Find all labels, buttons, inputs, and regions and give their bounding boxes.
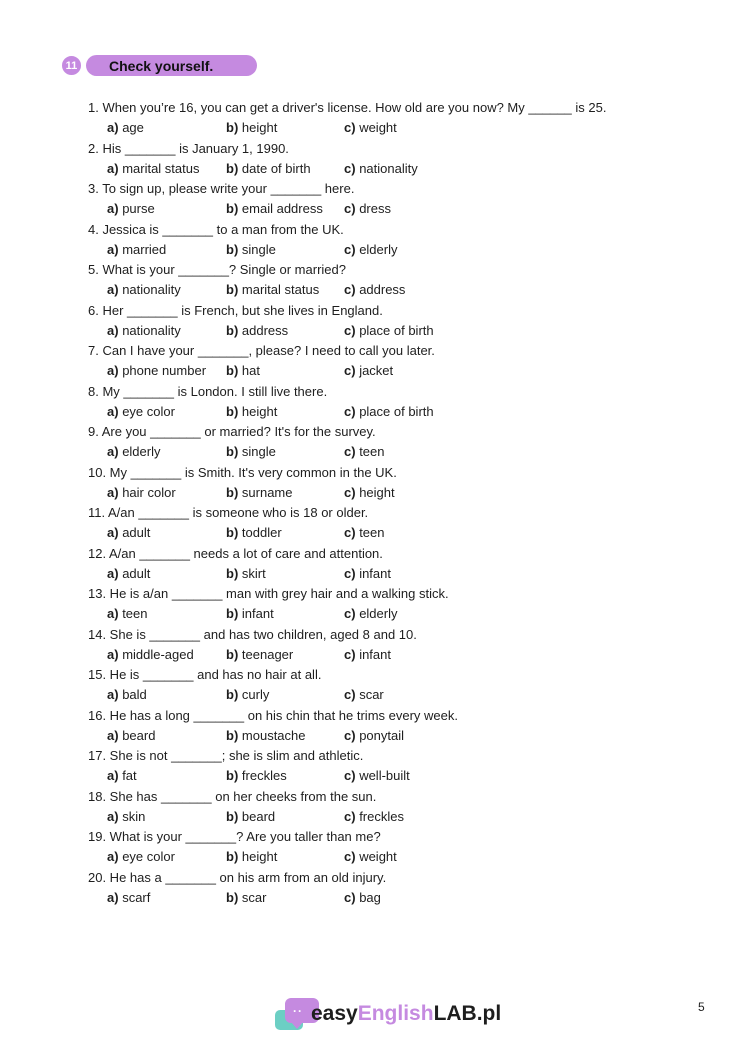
question-item <box>0 585 740 626</box>
option-a <box>107 889 150 907</box>
question-stem: 12. A/an _______ needs a lot of care and attention. <box>88 545 383 561</box>
question-item <box>0 666 740 707</box>
option-text: elderly <box>359 241 398 257</box>
option-b <box>226 524 282 542</box>
option-text: jacket <box>359 363 394 378</box>
question-stem: 20. He has a _______ on his arm from an old injury. <box>88 869 387 885</box>
option-letter: c) <box>344 768 356 783</box>
option-letter: c) <box>344 808 356 824</box>
logo-english: English <box>357 1002 434 1025</box>
question-stem: 3. To sign up, please write your _______ here. <box>88 181 355 196</box>
question-item <box>0 464 740 505</box>
option-text: purse <box>122 201 155 216</box>
option-text: date of birth <box>241 160 311 176</box>
brand-logo <box>275 998 515 1034</box>
option-c <box>344 727 404 745</box>
logo-easy: easy <box>311 1002 358 1025</box>
option-c <box>344 403 434 421</box>
option-letter: b) <box>226 565 239 581</box>
option-text: scar <box>241 889 267 905</box>
option-letter: c) <box>344 282 356 297</box>
question-item <box>0 828 740 869</box>
option-c <box>344 767 410 785</box>
option-a <box>107 524 150 542</box>
option-letter: c) <box>344 849 356 864</box>
question-item <box>0 99 740 140</box>
option-letter: b) <box>226 687 239 702</box>
question-stem: 6. Her _______ is French, but she lives in England. <box>88 302 383 318</box>
question-item <box>0 342 740 383</box>
option-text: middle-aged <box>122 646 194 662</box>
option-letter: a) <box>107 444 119 459</box>
option-letter: c) <box>344 889 356 905</box>
option-a <box>107 403 175 421</box>
option-letter: c) <box>344 444 356 459</box>
option-letter: b) <box>226 444 239 459</box>
option-text: infant <box>359 565 391 581</box>
option-text: age <box>122 120 144 135</box>
option-letter: b) <box>226 120 239 135</box>
option-text: place of birth <box>359 403 434 419</box>
option-text: hair color <box>122 484 176 500</box>
question-stem: 16. He has a long _______ on his chin that he trims every week. <box>88 707 458 723</box>
logo-lab: LAB.pl <box>433 1002 502 1025</box>
option-text: address <box>359 282 406 297</box>
page-number: 5 <box>698 1000 705 1014</box>
question-item <box>0 747 740 788</box>
option-text: freckles <box>241 768 287 783</box>
question-item <box>0 626 740 667</box>
option-b <box>226 362 260 380</box>
option-b <box>226 605 274 623</box>
option-text: bald <box>122 687 147 702</box>
option-c <box>344 281 405 299</box>
option-letter: a) <box>107 727 119 743</box>
question-item <box>0 707 740 748</box>
option-letter: c) <box>344 606 356 621</box>
option-a <box>107 484 176 502</box>
option-c <box>344 484 395 502</box>
option-c <box>344 119 397 137</box>
option-text: scarf <box>122 889 151 905</box>
option-c <box>344 605 397 623</box>
option-b <box>226 848 277 866</box>
option-letter: b) <box>226 849 239 864</box>
option-text: bag <box>359 889 381 905</box>
option-text: teenager <box>241 646 294 662</box>
question-item <box>0 545 740 586</box>
option-letter: b) <box>226 727 239 743</box>
option-b <box>226 646 293 664</box>
question-list <box>0 99 740 909</box>
option-b <box>226 200 323 218</box>
option-b <box>226 565 266 583</box>
option-a <box>107 727 155 745</box>
option-a <box>107 565 150 583</box>
option-a <box>107 767 137 785</box>
option-letter: a) <box>107 241 119 257</box>
option-b <box>226 403 277 421</box>
question-stem: 2. His _______ is January 1, 1990. <box>88 140 289 156</box>
option-text: height <box>359 484 395 500</box>
option-a <box>107 322 181 340</box>
option-c <box>344 443 385 461</box>
option-letter: a) <box>107 565 119 581</box>
option-a <box>107 119 144 137</box>
option-letter: b) <box>226 889 239 905</box>
question-item <box>0 140 740 181</box>
question-stem: 10. My _______ is Smith. It's very common in the UK. <box>88 464 397 480</box>
question-stem: 19. What is your _______? Are you taller than me? <box>88 829 381 844</box>
option-b <box>226 889 266 907</box>
option-text: teen <box>359 444 385 459</box>
option-text: phone number <box>122 363 207 378</box>
option-letter: a) <box>107 484 119 500</box>
option-text: moustache <box>241 727 306 743</box>
option-letter: a) <box>107 403 119 419</box>
option-letter: a) <box>107 646 119 662</box>
option-text: skin <box>122 808 146 824</box>
option-b <box>226 808 275 826</box>
option-text: elderly <box>122 444 161 459</box>
option-letter: c) <box>344 322 356 338</box>
option-letter: c) <box>344 727 356 743</box>
logo-text <box>311 1002 501 1026</box>
question-stem: 8. My _______ is London. I still live there. <box>88 383 328 399</box>
exercise-title: Check yourself. <box>86 55 257 76</box>
option-text: beard <box>122 727 156 743</box>
question-stem: 7. Can I have your _______, please? I need to call you later. <box>88 343 435 358</box>
option-text: height <box>241 849 278 864</box>
option-text: teen <box>359 525 385 540</box>
option-letter: a) <box>107 363 119 378</box>
option-letter: a) <box>107 201 119 216</box>
option-c <box>344 646 391 664</box>
question-stem: 4. Jessica is _______ to a man from the UK. <box>88 221 344 237</box>
option-letter: a) <box>107 849 119 864</box>
question-item <box>0 504 740 545</box>
option-text: adult <box>122 525 151 540</box>
option-letter: c) <box>344 525 356 540</box>
option-letter: a) <box>107 808 119 824</box>
option-letter: c) <box>344 565 356 581</box>
option-c <box>344 686 384 704</box>
option-letter: b) <box>226 403 239 419</box>
question-stem: 15. He is _______ and has no hair at all. <box>88 667 322 682</box>
question-item <box>0 180 740 221</box>
option-a <box>107 281 181 299</box>
option-c <box>344 200 391 218</box>
option-letter: a) <box>107 606 119 621</box>
option-letter: b) <box>226 808 239 824</box>
option-text: elderly <box>359 606 398 621</box>
option-text: marital status <box>122 160 200 176</box>
option-letter: a) <box>107 160 119 176</box>
option-letter: a) <box>107 889 119 905</box>
question-item <box>0 221 740 262</box>
question-stem: 5. What is your _______? Single or married? <box>88 262 346 277</box>
option-letter: c) <box>344 120 356 135</box>
option-text: teen <box>122 606 148 621</box>
question-stem: 18. She has _______ on her cheeks from the sun. <box>88 788 377 804</box>
option-text: fat <box>122 768 137 783</box>
option-c <box>344 362 393 380</box>
option-text: address <box>241 322 289 338</box>
option-text: marital status <box>241 282 320 297</box>
option-c <box>344 322 434 340</box>
option-text: email address <box>241 201 323 216</box>
option-text: nationality <box>359 160 418 176</box>
option-text: curly <box>241 687 270 702</box>
chat-dots-icon: ·· <box>293 1004 303 1018</box>
option-a <box>107 241 166 259</box>
question-item <box>0 788 740 829</box>
option-text: eye color <box>122 403 175 419</box>
question-stem: 9. Are you _______ or married? It's for the survey. <box>88 424 376 439</box>
option-text: dress <box>359 201 391 216</box>
option-text: eye color <box>122 849 175 864</box>
option-b <box>226 686 269 704</box>
question-item <box>0 869 740 910</box>
option-text: adult <box>122 565 151 581</box>
option-text: nationality <box>122 322 181 338</box>
option-text: skirt <box>241 565 266 581</box>
option-a <box>107 443 160 461</box>
option-a <box>107 646 194 664</box>
option-a <box>107 605 148 623</box>
option-letter: a) <box>107 687 119 702</box>
option-a <box>107 362 206 380</box>
option-text: nationality <box>122 282 181 297</box>
option-letter: b) <box>226 768 239 783</box>
option-a <box>107 808 145 826</box>
question-item <box>0 383 740 424</box>
question-stem: 17. She is not _______; she is slim and athletic. <box>88 748 364 763</box>
question-stem: 14. She is _______ and has two children, aged 8 and 10. <box>88 626 417 642</box>
option-text: infant <box>241 606 274 621</box>
option-letter: b) <box>226 282 239 297</box>
option-text: weight <box>359 120 397 135</box>
option-letter: a) <box>107 525 119 540</box>
option-letter: c) <box>344 363 356 378</box>
option-b <box>226 484 292 502</box>
option-letter: c) <box>344 484 356 500</box>
option-text: well-built <box>359 768 410 783</box>
option-letter: c) <box>344 403 356 419</box>
option-b <box>226 443 276 461</box>
option-b <box>226 767 287 785</box>
option-letter: b) <box>226 363 239 378</box>
option-letter: b) <box>226 484 239 500</box>
option-letter: a) <box>107 120 119 135</box>
question-stem: 13. He is a/an _______ man with grey hair and a walking stick. <box>88 586 449 601</box>
option-b <box>226 241 276 259</box>
option-text: hat <box>241 363 260 378</box>
option-letter: c) <box>344 201 356 216</box>
option-a <box>107 686 147 704</box>
option-c <box>344 808 404 826</box>
question-item <box>0 423 740 464</box>
option-letter: c) <box>344 241 356 257</box>
option-letter: a) <box>107 322 119 338</box>
option-c <box>344 848 397 866</box>
option-letter: b) <box>226 241 239 257</box>
option-text: single <box>241 241 276 257</box>
option-letter: b) <box>226 525 239 540</box>
question-item <box>0 302 740 343</box>
question-stem: 11. A/an _______ is someone who is 18 or older. <box>88 505 369 520</box>
option-text: single <box>241 444 276 459</box>
option-letter: c) <box>344 687 356 702</box>
option-letter: b) <box>226 646 239 662</box>
option-c <box>344 889 381 907</box>
option-letter: a) <box>107 768 119 783</box>
option-text: height <box>241 403 278 419</box>
option-text: infant <box>359 646 391 662</box>
option-text: beard <box>241 808 276 824</box>
option-letter: b) <box>226 160 239 176</box>
option-a <box>107 160 200 178</box>
option-c <box>344 241 397 259</box>
question-stem: 1. When you’re 16, you can get a driver's license. How old are you now? My ______ is 25. <box>88 100 607 115</box>
option-c <box>344 160 418 178</box>
option-letter: a) <box>107 282 119 297</box>
option-text: toddler <box>241 525 282 540</box>
option-letter: b) <box>226 606 239 621</box>
option-text: weight <box>359 849 397 864</box>
option-text: married <box>122 241 167 257</box>
option-text: ponytail <box>359 727 404 743</box>
option-letter: b) <box>226 322 239 338</box>
option-b <box>226 160 311 178</box>
option-letter: c) <box>344 160 356 176</box>
option-text: place of birth <box>359 322 434 338</box>
option-letter: b) <box>226 201 239 216</box>
option-c <box>344 565 391 583</box>
option-b <box>226 281 319 299</box>
option-letter: c) <box>344 646 356 662</box>
option-text: surname <box>241 484 293 500</box>
option-b <box>226 322 288 340</box>
option-text: height <box>241 120 278 135</box>
option-text: scar <box>359 687 384 702</box>
option-a <box>107 200 155 218</box>
option-a <box>107 848 175 866</box>
option-text: freckles <box>359 808 404 824</box>
option-c <box>344 524 385 542</box>
option-b <box>226 119 277 137</box>
option-b <box>226 727 306 745</box>
exercise-number-badge: 11 <box>60 54 83 77</box>
question-item <box>0 261 740 302</box>
